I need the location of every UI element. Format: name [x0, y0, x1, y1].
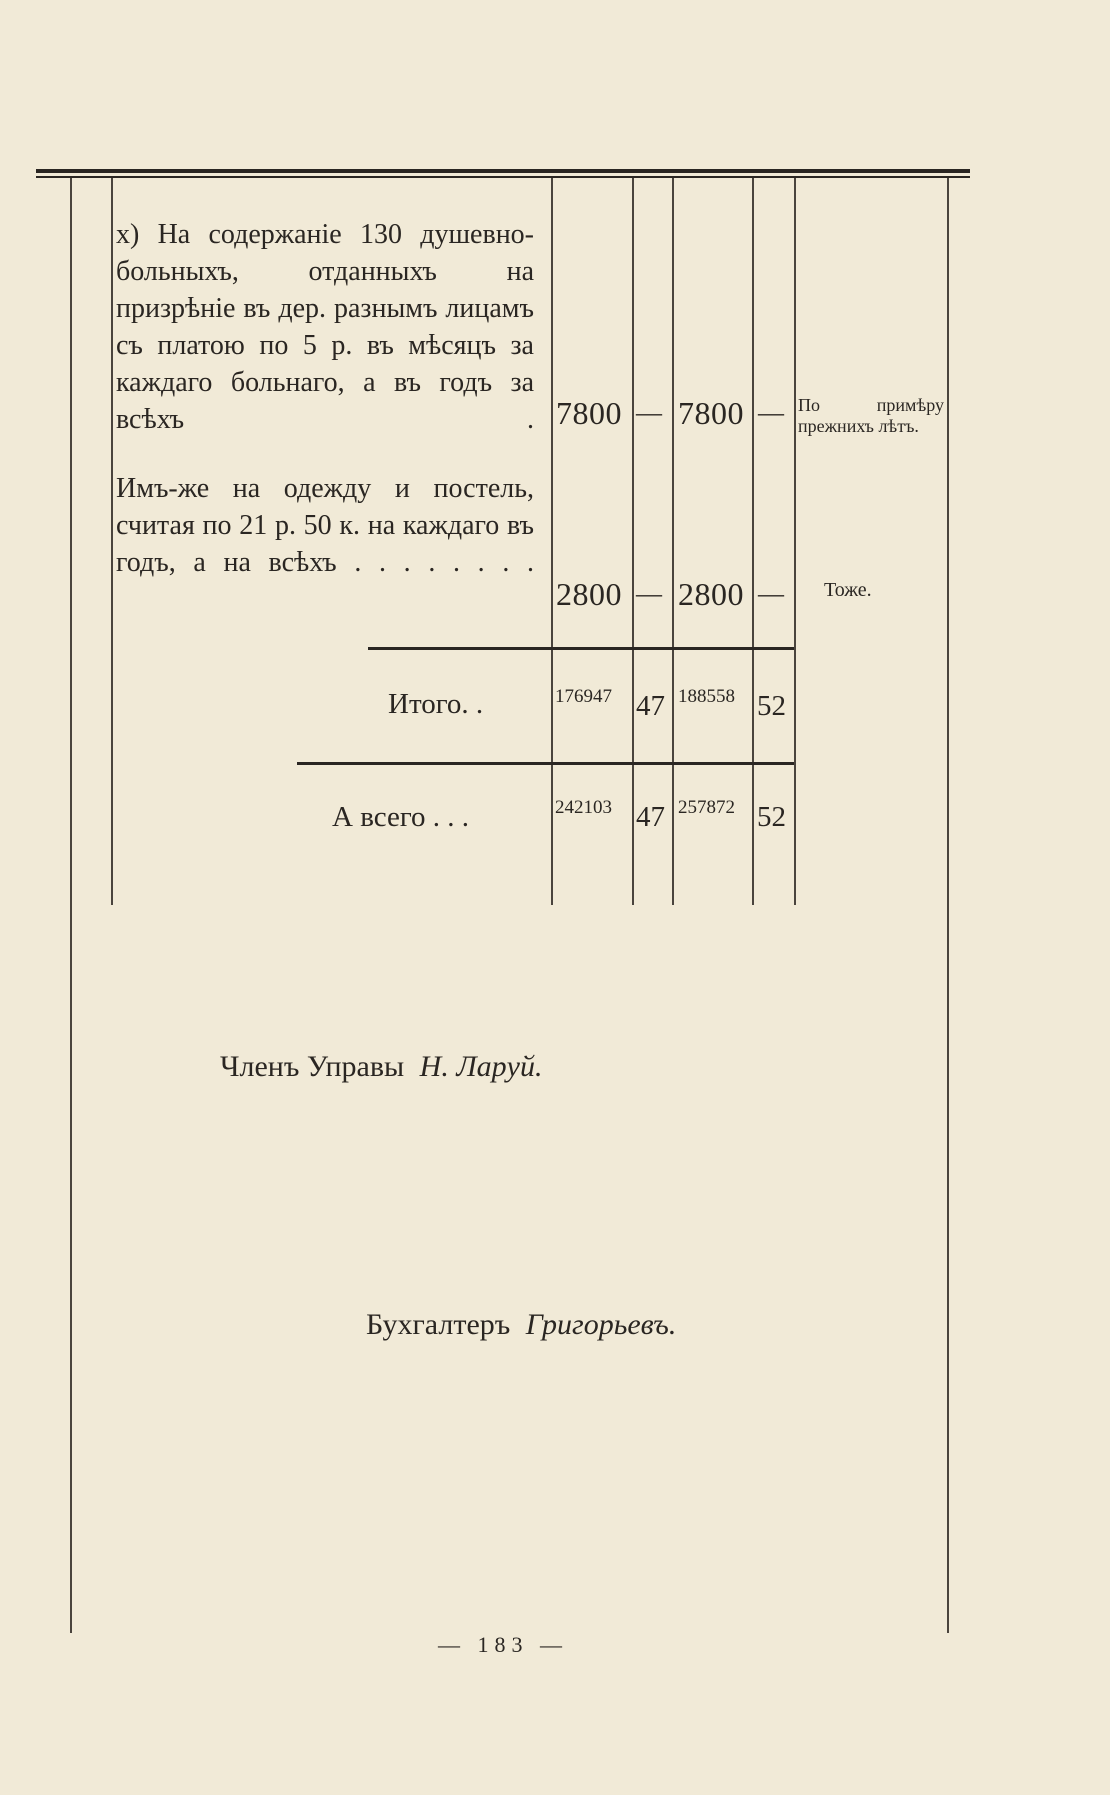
col-line-outer-left: [70, 178, 72, 1633]
col-line-amount2-right: [752, 178, 754, 905]
total-amount2-rub: 257872: [678, 797, 735, 818]
total-amount1-kop: 47: [636, 801, 665, 833]
col-line-text-left: [111, 178, 113, 905]
subtotal-amount2-rub: 188558: [678, 686, 735, 707]
subtotal-amount1-rub: 176947: [555, 686, 612, 707]
row-clothes-remark: Тоже.: [824, 579, 872, 601]
subtotal-rule: [368, 647, 794, 650]
member-title: Членъ Управы: [220, 1050, 405, 1083]
subtotal-amount2-kop: 52: [757, 690, 786, 722]
col-line-amount1-left: [551, 178, 553, 905]
row-x-remark: По примѣру прежнихъ лѣтъ.: [798, 395, 944, 436]
row-clothes-amount1-rub: 2800: [556, 576, 622, 612]
row-x-amount2-kop: —: [758, 398, 784, 427]
row-x-description: x) На содержаніе 130 душевно-больныхъ, отданныхъ на призрѣніе въ дер. разнымъ лицамъ съ платою по 5 р. въ мѣсяцъ за каждаго больнаго, а въ годъ за всѣхъ .: [116, 219, 534, 435]
row-clothes-amount2-kop: —: [758, 579, 784, 608]
row-clothes-description: Имъ-же на одежду и постель, считая по 21 р. 50 к. на каждаго въ годъ, а на всѣхъ . . . . . . . .: [116, 473, 534, 578]
subtotal-label: Итого. .: [388, 688, 484, 720]
accountant-name: Григорьевъ.: [525, 1308, 677, 1341]
accountant-title: Бухгалтеръ: [366, 1308, 511, 1341]
row-clothes-amount2-rub: 2800: [678, 576, 744, 612]
row-x-amount1-kop: —: [636, 398, 662, 427]
page-number: — 183 —: [438, 1632, 568, 1657]
total-amount2-kop: 52: [757, 801, 786, 833]
top-rule-thick: [36, 169, 970, 173]
row-clothes-amount1-kop: —: [636, 579, 662, 608]
member-name: Н. Лаpуй.: [419, 1050, 543, 1083]
col-line-kop1-right: [672, 178, 674, 905]
row-x-amount2-rub: 7800: [678, 395, 744, 431]
accountant-signature: [366, 1308, 676, 1342]
total-amount1-rub: 242103: [555, 797, 612, 818]
row-x-amount1-rub: 7800: [556, 395, 622, 431]
subtotal-amount1-kop: 47: [636, 690, 665, 722]
col-line-kop1-left: [632, 178, 634, 905]
member-signature: [220, 1050, 542, 1084]
total-rule: [297, 762, 794, 765]
col-line-kop2-right: [794, 178, 796, 905]
top-rule-thin: [36, 176, 970, 178]
col-line-outer-right: [947, 178, 949, 1633]
total-label: А всего . . .: [332, 801, 469, 833]
